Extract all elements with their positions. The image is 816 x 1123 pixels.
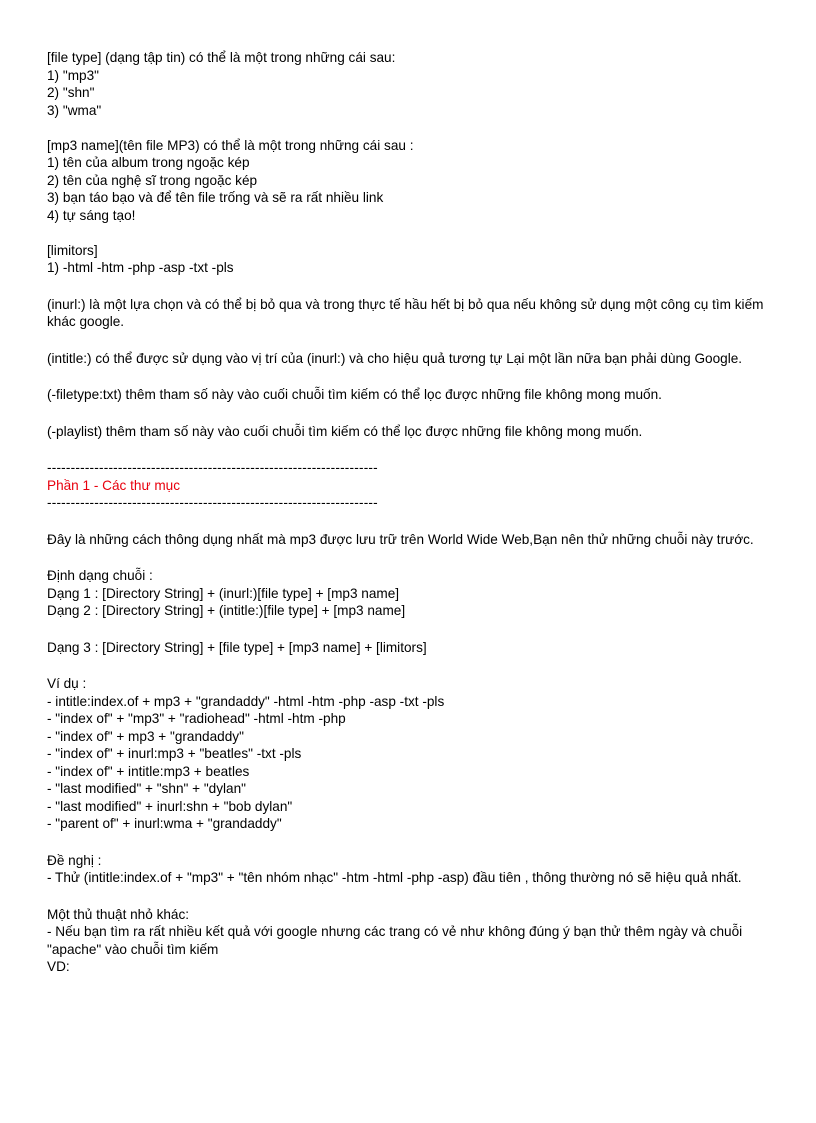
format-line: Dạng 2 : [Directory String] + (intitle:)[file type] + [mp3 name] [47,603,406,618]
example-item: - "last modified" + "shn" + "dylan" [47,781,246,796]
format-title: Định dạng chuỗi : [47,568,153,583]
list-item: 1) tên của album trong ngoặc kép [47,155,250,170]
list-item: 4) tự sáng tạo! [47,207,136,223]
playlist-note: (-playlist) thêm tham số này vào cuối chuỗi tìm kiếm có thể lọc được những file không mong muốn. [47,423,643,439]
section-heading: Phần 1 - Các thư mục [47,477,181,493]
example-item: - "index of" + inurl:mp3 + "beatles" -txt -pls [47,746,302,761]
list-item: 1) -html -htm -php -asp -txt -pls [47,260,234,275]
divider-top: ---------------------------------------------------------------------- [47,460,378,475]
suggest-title: Đề nghị : [47,852,102,868]
list-item: 3) "wma" [47,102,102,118]
example-item: - "index of" + intitle:mp3 + beatles [47,763,250,779]
list-item: 3) bạn táo bạo và để tên file trống và sẽ ra rất nhiều link [47,190,384,205]
example-item: - "index of" + mp3 + "grandaddy" [47,728,244,744]
filetype-note: (-filetype:txt) thêm tham số này vào cuối chuỗi tìm kiếm có thể lọc được những file không mong muốn. [47,387,662,402]
vd-label: VD: [47,959,70,974]
example-item: - "parent of" + inurl:wma + "grandaddy" [47,816,282,831]
list-item: 2) tên của nghệ sĩ trong ngoặc kép [47,172,258,188]
example-item: - "last modified" + inurl:shn + "bob dylan" [47,798,293,814]
suggest-text: - Thử (intitle:index.of + "mp3" + "tên nhóm nhạc" -htm -html -php -asp) đầu tiên , thông thường nó sẽ hiệu quả nhất. [47,870,742,885]
inurl-note: (inurl:) là một lựa chọn và có thể bị bỏ qua và trong thực tế hầu hết bị bỏ qua nếu không sử dụng một công cụ tìm kiếm khác google. [47,296,764,329]
limitors-title: [limitors] [47,242,98,258]
intitle-note: (intitle:) có thể được sử dụng vào vị trí của (inurl:) và cho hiệu quả tương tự Lại một lần nữa bạn phải dùng Google. [47,350,743,366]
list-item: 2) "shn" [47,85,95,100]
divider-bottom: ---------------------------------------------------------------------- [47,495,378,510]
part1-intro: Đây là những cách thông dụng nhất mà mp3 được lưu trữ trên World Wide Web,Bạn nên thử những chuỗi này trước. [47,531,754,547]
examples-title: Ví dụ : [47,676,87,691]
file-type-intro: [file type] (dạng tập tin) có thể là một trong những cái sau: [47,50,396,65]
list-item: 1) "mp3" [47,67,99,83]
example-item: - intitle:index.of + mp3 + "grandaddy" -html -htm -php -asp -txt -pls [47,693,445,709]
tip-text: - Nếu bạn tìm ra rất nhiều kết quả với google nhưng các trang có vẻ như không đúng ý bạn thử thêm ngày và chuỗi "apache" vào chuỗi tìm kiếm [47,924,743,957]
mp3-name-intro: [mp3 name](tên file MP3) có thể là một trong những cái sau : [47,137,414,153]
format-line: Dạng 3 : [Directory String] + [file type] + [mp3 name] + [limitors] [47,639,427,655]
format-line: Dạng 1 : [Directory String] + (inurl:)[file type] + [mp3 name] [47,585,400,601]
tip-title: Một thủ thuật nhỏ khác: [47,906,190,922]
document-page [47,49,777,976]
example-item: - "index of" + "mp3" + "radiohead" -html -htm -php [47,711,346,726]
